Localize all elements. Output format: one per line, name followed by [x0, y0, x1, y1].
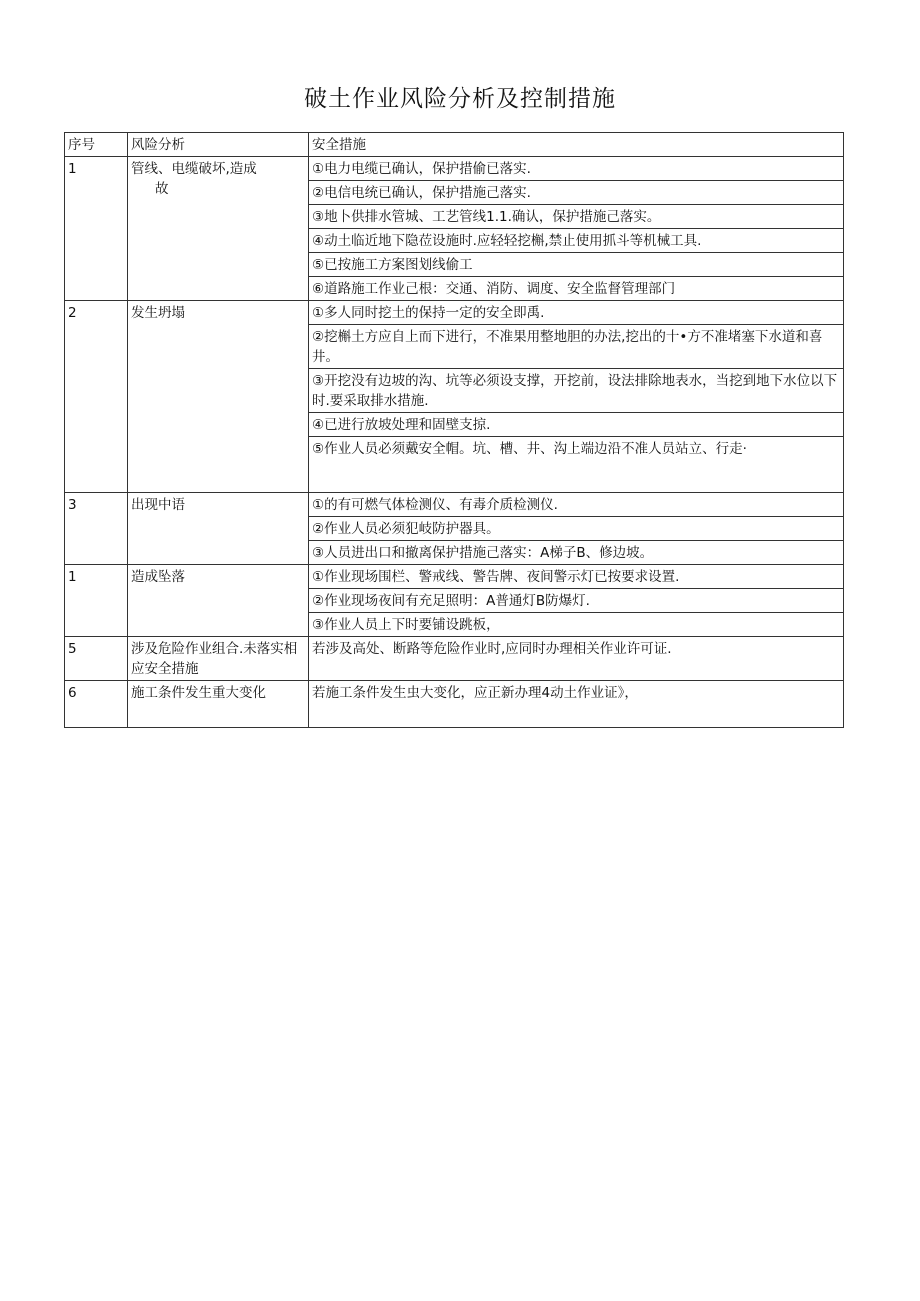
- measure-cell: ②作业现场夜间有充足照明：A普通灯B防爆灯.: [309, 589, 844, 613]
- table-row: [65, 681, 844, 728]
- measure-cell: ②挖槲土方应自上而下进行，不准果用整地胆的办法,挖出的十•方不准堵塞下水道和喜井。: [309, 325, 844, 369]
- measure-cell: ③开挖没有边坡的沟、坑等必须设支撑，开挖前，设法排除地表水，当挖到地下水位以下时.要采取排水措施.: [309, 369, 844, 413]
- measure-cell: ④已进行放坡处理和固壁支掠.: [309, 413, 844, 437]
- risk-cell: 出现中语: [128, 493, 309, 565]
- measure-cell: ④动土临近地下隐莅设施时.应轻轻挖槲,禁止使用抓斗等机械工具.: [309, 229, 844, 253]
- measure-cell: ③人员进出口和撤离保护措施己落实：A梯子B、修边坡。: [309, 541, 844, 565]
- measure-cell: ①的有可燃气体检测仪、有毒介质检测仪.: [309, 493, 844, 517]
- risk-cell: 施工条件发生重大变化: [128, 681, 309, 728]
- table-header-row: [65, 133, 844, 157]
- measure-cell: ⑤已按施工方案图划线偷工: [309, 253, 844, 277]
- risk-cell: 涉及危险作业组合.未落实相应安全措施: [128, 637, 309, 681]
- measure-cell: 若涉及高处、断路等危险作业时,应同时办理相关作业许可证.: [309, 637, 844, 681]
- risk-cell: 发生坍塌: [128, 301, 309, 493]
- table-row: [65, 157, 844, 181]
- header-risk: 风险分析: [128, 133, 309, 157]
- row-number: 1: [65, 565, 128, 637]
- row-number: 3: [65, 493, 128, 565]
- measure-cell: ⑥道路施工作业己根：交通、消防、调度、安全监督管理部门: [309, 277, 844, 301]
- risk-cell: 造成坠落: [128, 565, 309, 637]
- risk-cell: [128, 157, 309, 301]
- table-row: [65, 301, 844, 325]
- risk-table: [64, 132, 844, 728]
- row-number: 6: [65, 681, 128, 728]
- table-row: [65, 565, 844, 589]
- measure-cell: ①作业现场围栏、警戒线、警告牌、夜间警示灯已按要求设置.: [309, 565, 844, 589]
- page-title: 破土作业风险分析及控制措施: [304, 86, 616, 112]
- measure-cell: ⑤作业人员必须戴安全帽。坑、槽、井、沟上端边沿不准人员站立、行走·: [309, 437, 844, 493]
- measure-cell: ①多人同时挖土的保持一定的安全即禹.: [309, 301, 844, 325]
- measure-cell: 若施工条件发生虫大变化，应正新办理4动土作业证》，: [309, 681, 844, 728]
- risk-text-continued: 故: [155, 181, 169, 197]
- measure-cell: ③作业人员上下时要铺设跳板，: [309, 613, 844, 637]
- row-number: 1: [65, 157, 128, 301]
- row-number: 2: [65, 301, 128, 493]
- table-row: [65, 493, 844, 517]
- measure-cell: ②电信电统已确认，保护措施己落实.: [309, 181, 844, 205]
- measure-cell: ③地卜供排水管城、工艺管线1.1.确认，保护措施己落实。: [309, 205, 844, 229]
- header-no: 序号: [65, 133, 128, 157]
- header-measures: 安全措施: [309, 133, 844, 157]
- risk-text: 管线、电缆破坏,造成: [131, 161, 257, 177]
- measure-cell: ②作业人员必须犯岐防护器具。: [309, 517, 844, 541]
- table-row: [65, 637, 844, 681]
- measure-cell: ①电力电缆已确认，保护措偷已落实.: [309, 157, 844, 181]
- row-number: 5: [65, 637, 128, 681]
